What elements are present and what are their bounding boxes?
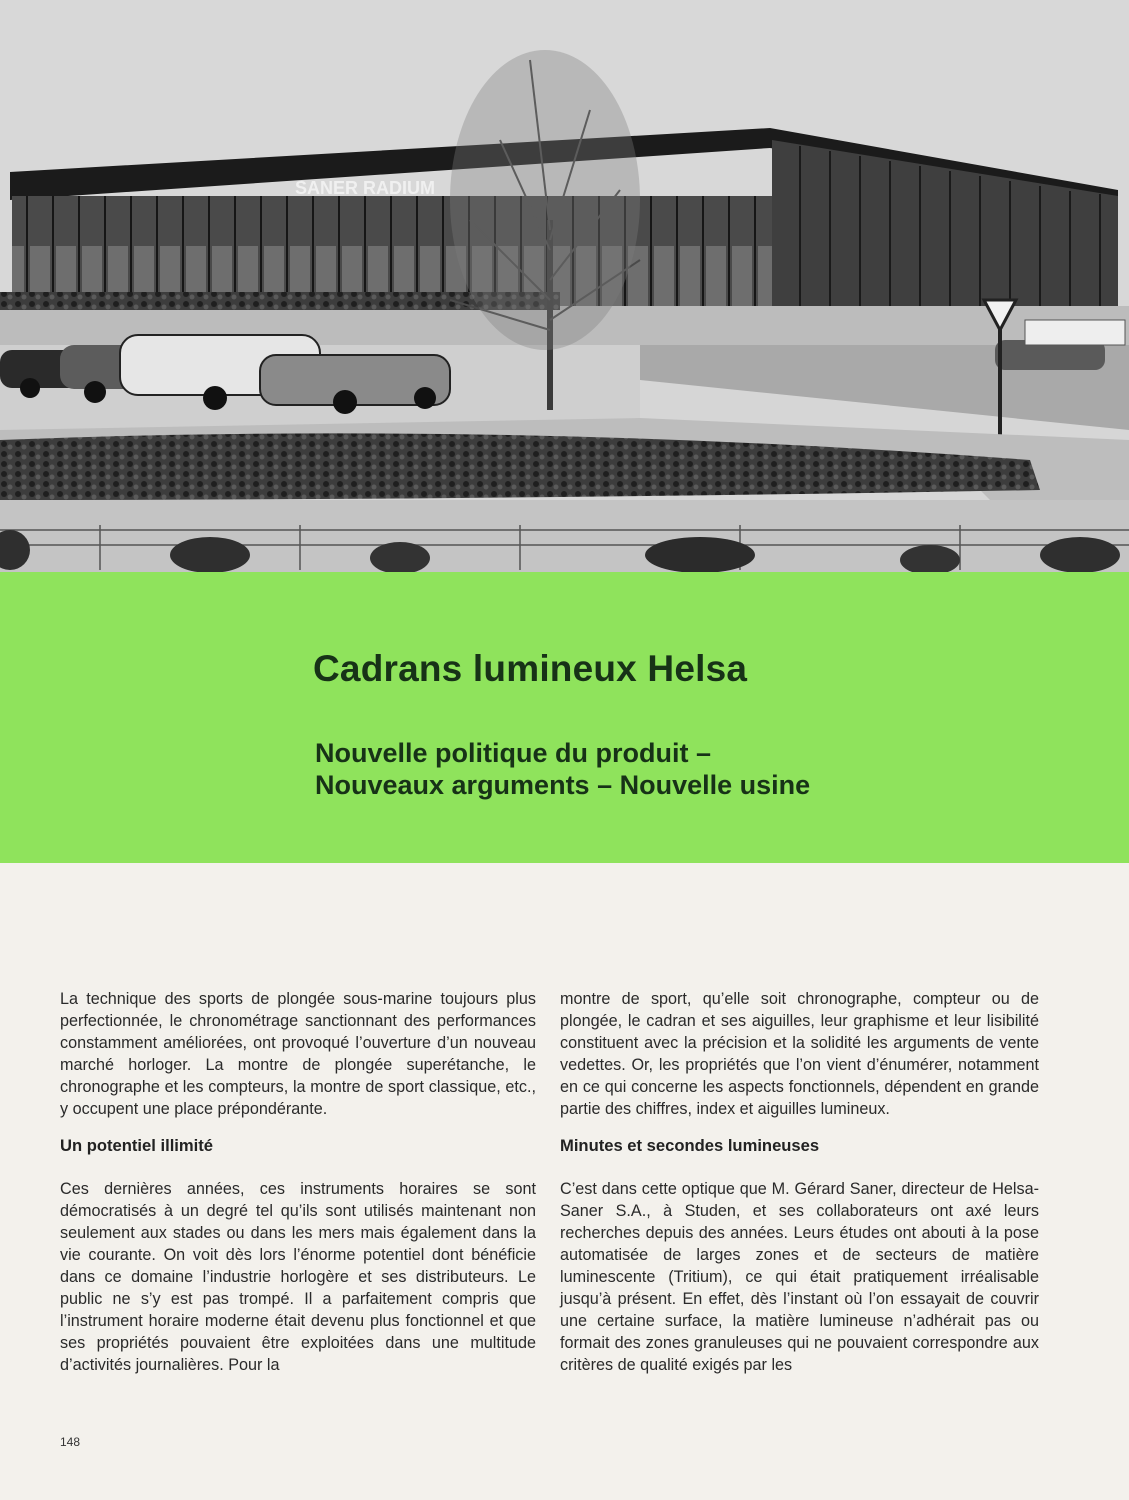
building-left-facade bbox=[12, 196, 772, 308]
factory-photo bbox=[0, 0, 1129, 577]
subtitle-line-1: Nouvelle politique du produit – bbox=[315, 738, 711, 768]
right-intro-paragraph: montre de sport, qu’elle soit chronographe, compteur ou de plongée, le cadran et ses aiguilles, leur graphisme et leur lisibilité constituent avec la précision et la solidité les arguments de vente vedettes. Or, les propriétés que l’on vient d’énumérer, notamment en ce qui concerne les aspects fonctionnels, dépendent en grande partie des chiffres, index et aiguilles lumineux. bbox=[560, 990, 1039, 1119]
page-number: 148 bbox=[60, 1435, 81, 1449]
right-column bbox=[560, 988, 1039, 1377]
section-heading-potentiel: Un potentiel illimité bbox=[60, 1135, 214, 1155]
subtitle-line-2: Nouveaux arguments – Nouvelle usine bbox=[315, 770, 811, 800]
section-heading-minutes: Minutes et secondes lumineuses bbox=[560, 1135, 820, 1155]
left-body-paragraph: Ces dernières années, ces instruments horaires se sont démocratisés à un degré tel qu’ils sont utilisés maintenant non seulement aux stades ou dans les mers mais également dans la vie courante. On voit dès lors l’énorme potentiel dont bénéficie dans ce domaine l’industrie horlogère et ses distributeurs. Le public ne s’y est pas trompé. Il a parfaitement compris que l’instrument horaire moderne était devenu plus fonctionnel et que ses propriétés pouvaient être exploitées dans une multitude d’activités journalières. Pour la bbox=[60, 1179, 536, 1375]
left-column bbox=[60, 988, 536, 1377]
left-intro-paragraph: La technique des sports de plongée sous-marine toujours plus perfectionnée, le chronométrage sanctionnant des performances constamment améliorées, ont provoqué l’ouverture d’un nouveau marché horloger. La montre de plongée superétanche, le chronographe et les compteurs, la montre de sport classique, etc., y occupent une place prépondérante. bbox=[60, 990, 536, 1119]
building-sign: SANER RADIUM bbox=[295, 178, 436, 198]
factory-photo-drawing bbox=[0, 0, 1129, 577]
article-subtitle bbox=[315, 737, 810, 801]
title-band bbox=[0, 572, 1129, 863]
article-title: Cadrans lumineux Helsa bbox=[313, 648, 748, 689]
right-body-paragraph: C’est dans cette optique que M. Gérard Saner, directeur de Helsa-Saner S.A., à Studen, et ses collaborateurs ont axé leurs recherches depuis des années. Leurs études ont abouti à la pose automatisée de larges zones et de secteurs de matière luminescente (Tritium), ce qui était pratiquement irréalisable jusqu’à présent. En effet, dès l’instant où l’on essayait de couvrir une certaine surface, la matière lumineuse n’adhérait pas ou formait des zones granuleuses qui ne pouvaient correspondre aux critères de qualité exigés par les bbox=[560, 1179, 1039, 1375]
